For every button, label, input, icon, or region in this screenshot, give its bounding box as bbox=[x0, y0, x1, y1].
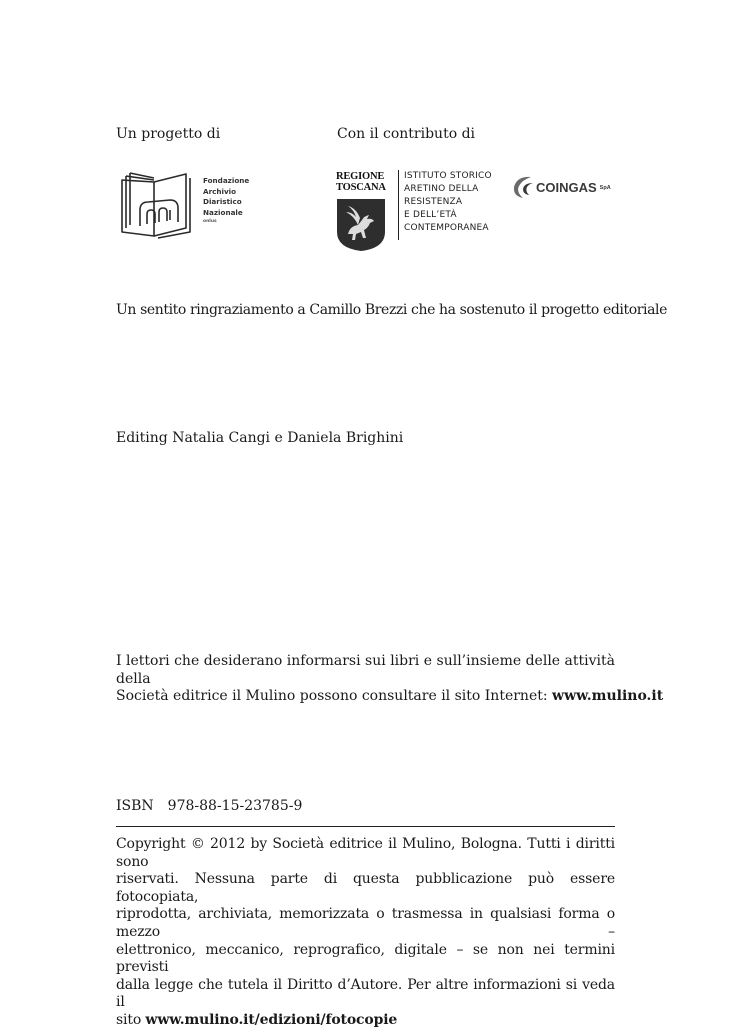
fondazione-name: Fondazione Archivio Diaristico Nazionale onlus bbox=[203, 176, 250, 224]
copyright-line: riservati. Nessuna parte di questa pubblicazione può essere fotocopiata, bbox=[116, 871, 615, 905]
regione-toscana-logo: REGIONE TOSCANA bbox=[336, 171, 386, 252]
acknowledgement-text: Un sentito ringraziamento a Camillo Brezzi che ha sostenuto il progetto editoriale bbox=[116, 302, 667, 318]
coingas-swirl-icon bbox=[511, 174, 535, 200]
fotocopie-link[interactable]: www.mulino.it/edizioni/fotocopie bbox=[145, 1011, 398, 1028]
project-label: Un progetto di bbox=[116, 126, 221, 142]
copyright-line: riprodotta, archiviata, memorizzata o trasmessa in qualsiasi forma o mezzo – bbox=[116, 906, 615, 940]
readers-notice bbox=[116, 653, 664, 706]
readers-notice-line-2: Società editrice il Mulino possono consultare il sito Internet: www.mulino.it bbox=[116, 688, 664, 705]
pegasus-shield-icon bbox=[336, 198, 386, 252]
copyright-line: Copyright © 2012 by Società editrice il Mulino, Bologna. Tutti i diritti sono bbox=[116, 836, 615, 870]
istituto-logo: ISTITUTO STORICO ARETINO DELLA RESISTENZA E DELL’ETÀ CONTEMPORANEA bbox=[404, 171, 492, 233]
divider-rule bbox=[116, 826, 615, 827]
readers-notice-line: I lettori che desiderano informarsi sui libri e sull’insieme delle attività della bbox=[116, 653, 615, 687]
coingas-logo bbox=[511, 173, 611, 201]
copyright-last-line: sito www.mulino.it/edizioni/fotocopie bbox=[116, 1011, 398, 1028]
mulino-link[interactable]: www.mulino.it bbox=[552, 688, 664, 705]
copyright-line: dalla legge che tutela il Diritto d’Autore. Per altre informazioni si veda il bbox=[116, 976, 615, 1011]
coingas-suffix: SpA bbox=[599, 185, 611, 191]
editing-credit: Editing Natalia Cangi e Daniela Brighini bbox=[116, 430, 404, 446]
copyright-line: elettronico, meccanico, reprografico, digitale – se non nei termini previsti bbox=[116, 941, 615, 976]
fondazione-logo bbox=[118, 170, 198, 242]
isbn-line bbox=[116, 797, 302, 815]
copyright-notice bbox=[116, 836, 615, 1030]
contribution-label: Con il contributo di bbox=[337, 126, 476, 142]
isbn-value: 978-88-15-23785-9 bbox=[167, 798, 303, 814]
coingas-name: COINGAS bbox=[536, 179, 597, 195]
isbn-label: ISBN bbox=[116, 798, 154, 814]
istituto-divider bbox=[398, 170, 399, 240]
book-icon bbox=[118, 170, 198, 242]
